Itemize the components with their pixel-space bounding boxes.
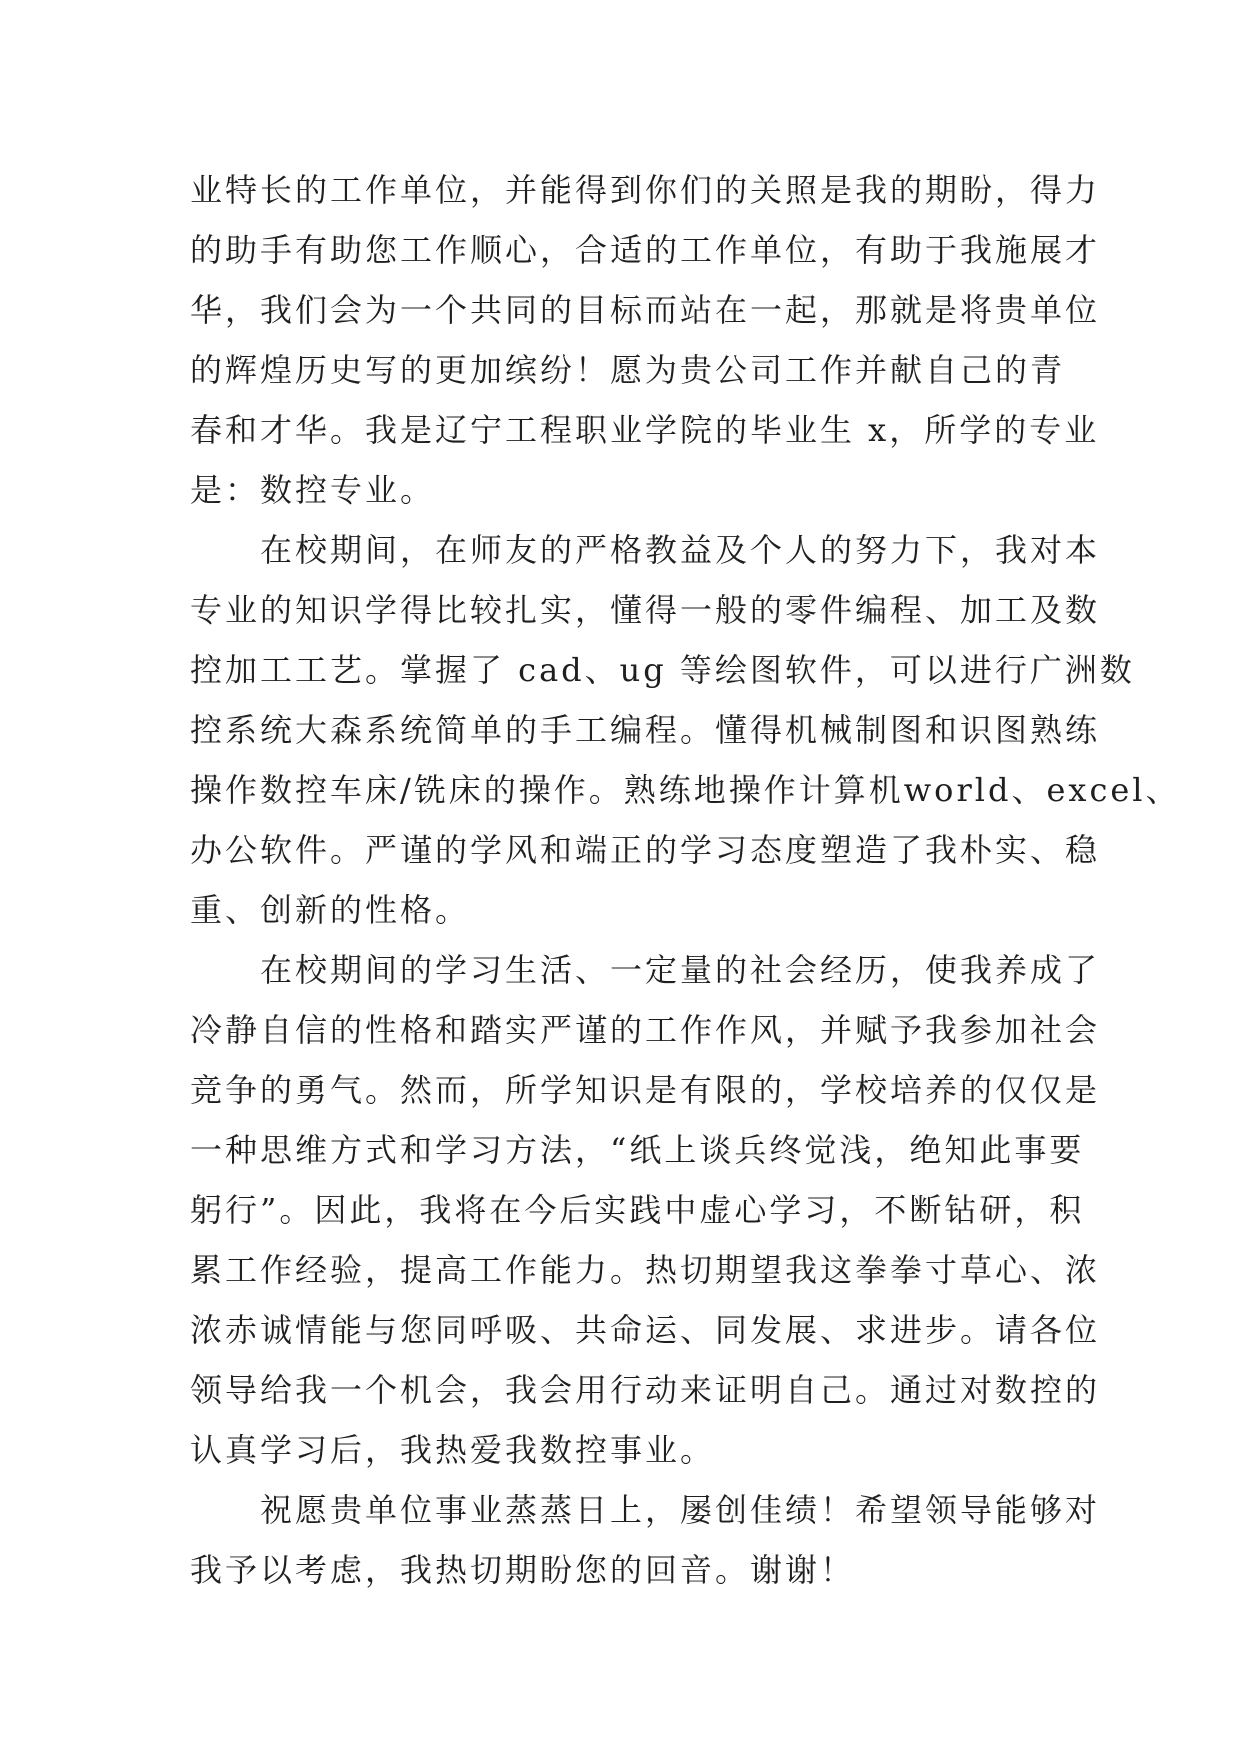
text-line: 操作数控车床/铣床的操作。熟练地操作计算机world、excel、 [190, 771, 1181, 809]
text-line: 是：数控专业。 [190, 471, 436, 509]
text-line: 认真学习后，我热爱我数控事业。 [190, 1431, 716, 1469]
text-line: 华，我们会为一个共同的目标而站在一起，那就是将贵单位 [190, 291, 1101, 329]
text-line: 躬行”。因此，我将在今后实践中虚心学习，不断钻研，积 [190, 1191, 1085, 1229]
text-line: 办公软件。严谨的学风和端正的学习态度塑造了我朴实、稳 [190, 831, 1101, 869]
text-line: 的辉煌历史写的更加缤纷！愿为贵公司工作并献自己的青 [190, 351, 1066, 389]
text-line: 重、创新的性格。 [190, 891, 471, 929]
text-line: 在校期间，在师友的严格教益及个人的努力下，我对本 [260, 531, 1101, 569]
text-line: 业特长的工作单位，并能得到你们的关照是我的期盼，得力 [190, 171, 1101, 209]
text-line: 在校期间的学习生活、一定量的社会经历，使我养成了 [260, 951, 1101, 989]
paragraph-4 [190, 1480, 1101, 1600]
paragraph-1 [190, 160, 1101, 520]
text-line: 专业的知识学得比较扎实，懂得一般的零件编程、加工及数 [190, 591, 1101, 629]
text-line: 控系统大森系统简单的手工编程。懂得机械制图和识图熟练 [190, 711, 1101, 749]
text-line: 竞争的勇气。然而，所学知识是有限的，学校培养的仅仅是 [190, 1071, 1101, 1109]
text-line: 领导给我一个机会，我会用行动来证明自己。通过对数控的 [190, 1371, 1101, 1409]
text-line: 累工作经验，提高工作能力。热切期望我这拳拳寸草心、浓 [190, 1251, 1101, 1289]
text-line: 控加工工艺。掌握了 cad、ug 等绘图软件，可以进行广洲数 [190, 651, 1135, 689]
text-line: 我予以考虑，我热切期盼您的回音。谢谢！ [190, 1551, 856, 1589]
text-line: 冷静自信的性格和踏实严谨的工作作风，并赋予我参加社会 [190, 1011, 1101, 1049]
paragraph-3 [190, 940, 1101, 1480]
document-body [190, 160, 1181, 1600]
paragraph-2 [190, 520, 1181, 940]
text-line: 的助手有助您工作顺心，合适的工作单位，有助于我施展才 [190, 231, 1101, 269]
text-line: 祝愿贵单位事业蒸蒸日上，屡创佳绩！希望领导能够对 [260, 1491, 1101, 1529]
text-line: 一种思维方式和学习方法，“纸上谈兵终觉浅，绝知此事要 [190, 1131, 1085, 1169]
text-line: 浓赤诚情能与您同呼吸、共命运、同发展、求进步。请各位 [190, 1311, 1101, 1349]
text-line: 春和才华。我是辽宁工程职业学院的毕业生 x，所学的专业 [190, 411, 1100, 449]
